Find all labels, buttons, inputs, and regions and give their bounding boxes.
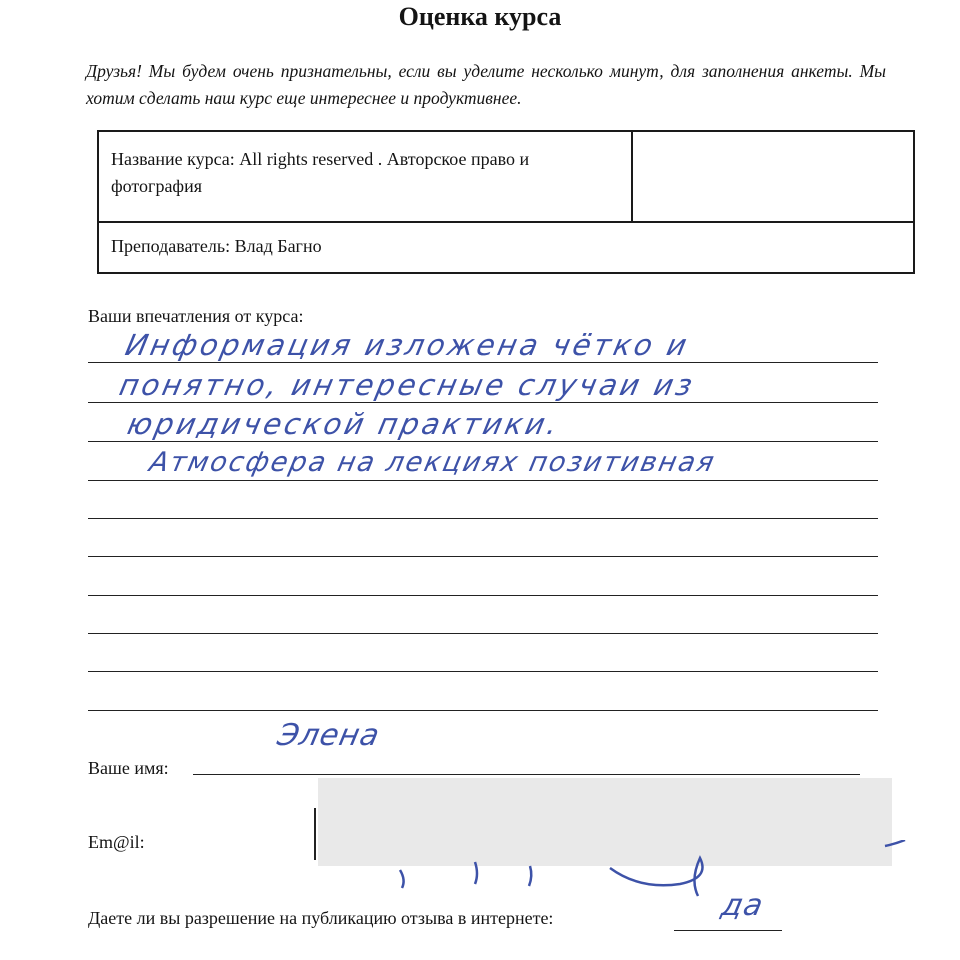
handwriting-fragment-icon (380, 840, 920, 900)
handwritten-line: Информация изложена чётко и (122, 328, 693, 362)
intro-text: Друзья! Мы будем очень признательны, если вы уделите несколько минут, для заполнения анкеты. Мы хотим сделать наш курс еще интереснее и продуктивнее. (86, 61, 886, 108)
handwritten-line: юридической практики. (124, 407, 564, 441)
teacher-value: Влад Багно (234, 236, 322, 256)
course-empty-cell (633, 132, 913, 223)
permission-underline (674, 930, 782, 931)
handwritten-line: Атмосфера на лекциях позитивная (146, 447, 719, 478)
ruled-line (88, 480, 878, 481)
teacher-label: Преподаватель: (111, 236, 231, 256)
permission-label: Даете ли вы разрешение на публикацию отзыва в интернете: (88, 908, 554, 928)
course-name-label: Название курса: (111, 149, 235, 169)
course-info-table (97, 130, 915, 274)
permission-handwritten: да (718, 888, 767, 923)
ruled-line (88, 518, 878, 519)
course-name-value: All rights reserved . Авторское право и фотография (111, 149, 530, 196)
ruled-line (88, 556, 878, 557)
ruled-line (88, 710, 878, 711)
ruled-line (88, 362, 878, 363)
teacher-cell (99, 223, 913, 272)
name-handwritten: Элена (274, 718, 384, 753)
ruled-line (88, 402, 878, 403)
ruled-line (88, 671, 878, 672)
email-label: Em@il: (88, 832, 145, 852)
form-title: Оценка курса (398, 2, 562, 31)
impressions-label: Ваши впечатления от курса: (88, 306, 304, 326)
handwritten-line: понятно, интересные случаи из (116, 368, 699, 402)
ruled-line (88, 441, 878, 442)
name-label: Ваше имя: (88, 758, 169, 778)
ruled-line (88, 595, 878, 596)
ruled-line (88, 633, 878, 634)
course-name-cell (99, 132, 633, 223)
name-underline (193, 774, 860, 775)
